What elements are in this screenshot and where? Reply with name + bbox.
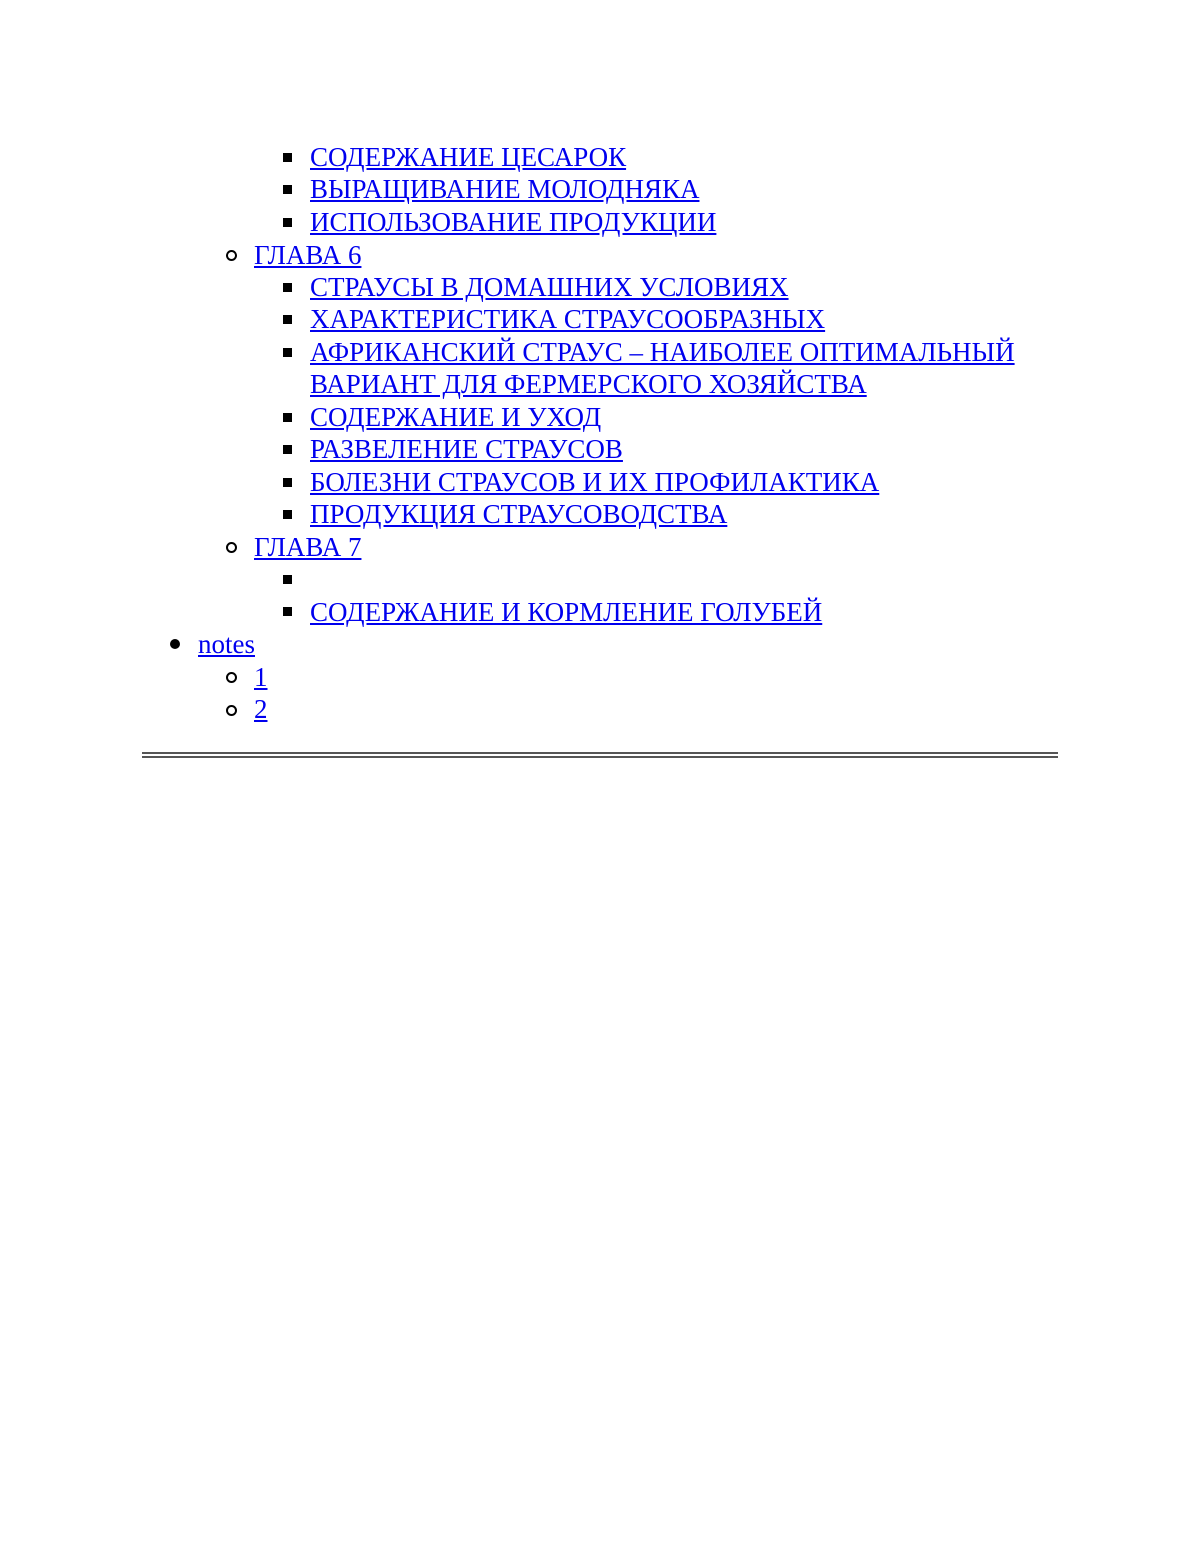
toc-item xyxy=(310,141,626,173)
bullet-circle-icon xyxy=(226,542,237,553)
toc-link[interactable]: РАЗВЕЛЕНИЕ СТРАУСОВ xyxy=(310,434,623,464)
toc-link[interactable]: СТРАУСЫ В ДОМАШНИХ УСЛОВИЯХ xyxy=(310,272,789,302)
toc-item xyxy=(310,466,879,498)
bullet-square-icon xyxy=(283,185,292,194)
toc-link[interactable]: СОДЕРЖАНИЕ И УХОД xyxy=(310,402,602,432)
note-link[interactable]: 1 xyxy=(254,662,268,692)
bullet-square-icon xyxy=(283,478,292,487)
toc-item xyxy=(310,206,716,238)
toc-link[interactable]: БОЛЕЗНИ СТРАУСОВ И ИХ ПРОФИЛАКТИКА xyxy=(310,467,880,497)
toc-link[interactable]: СОДЕРЖАНИЕ И КОРМЛЕНИЕ ГОЛУБЕЙ xyxy=(310,597,823,627)
toc-link[interactable]: СОДЕРЖАНИЕ ЦЕСАРОК xyxy=(310,142,627,172)
horizontal-rule xyxy=(142,752,1058,758)
toc-item xyxy=(310,433,623,465)
bullet-square-icon xyxy=(283,283,292,292)
toc-chapter xyxy=(254,239,361,271)
toc-item xyxy=(310,336,1015,368)
bullet-square-icon xyxy=(283,348,292,357)
toc-link[interactable]: ХАРАКТЕРИСТИКА СТРАУСООБРАЗНЫХ xyxy=(310,304,826,334)
toc-item xyxy=(310,498,727,530)
toc-link[interactable]: ПРОДУКЦИЯ СТРАУСОВОДСТВА xyxy=(310,499,728,529)
bullet-square-icon xyxy=(283,445,292,454)
toc-link[interactable]: ИСПОЛЬЗОВАНИЕ ПРОДУКЦИИ xyxy=(310,207,717,237)
toc-note xyxy=(254,693,268,725)
bullet-square-icon xyxy=(283,218,292,227)
toc-item xyxy=(310,303,825,335)
bullet-square-icon xyxy=(283,607,292,616)
chapter-7-link[interactable]: ГЛАВА 7 xyxy=(254,532,362,562)
bullet-square-icon xyxy=(283,510,292,519)
bullet-circle-icon xyxy=(226,672,237,683)
bullet-circle-icon xyxy=(226,705,237,716)
bullet-square-icon xyxy=(283,413,292,422)
note-link[interactable]: 2 xyxy=(254,694,268,724)
bullet-disc-icon xyxy=(170,639,180,649)
toc-item xyxy=(310,173,699,205)
toc-link[interactable]: ВЫРАЩИВАНИЕ МОЛОДНЯКА xyxy=(310,174,700,204)
toc-link[interactable]: АФРИКАНСКИЙ СТРАУС – НАИБОЛЕЕ ОПТИМАЛЬНЫЙ xyxy=(310,337,1015,367)
notes-link[interactable]: notes xyxy=(198,629,255,659)
bullet-square-icon xyxy=(283,153,292,162)
toc-item-continuation xyxy=(310,368,867,400)
toc-link[interactable]: ВАРИАНТ ДЛЯ ФЕРМЕРСКОГО ХОЗЯЙСТВА xyxy=(310,369,867,399)
toc-chapter xyxy=(254,531,361,563)
toc-item xyxy=(310,271,789,303)
toc-section xyxy=(198,628,255,660)
bullet-square-icon xyxy=(283,315,292,324)
bullet-circle-icon xyxy=(226,250,237,261)
bullet-square-icon xyxy=(283,575,292,584)
chapter-6-link[interactable]: ГЛАВА 6 xyxy=(254,240,362,270)
toc-item xyxy=(310,596,822,628)
toc-note xyxy=(254,661,268,693)
toc-item xyxy=(310,401,601,433)
